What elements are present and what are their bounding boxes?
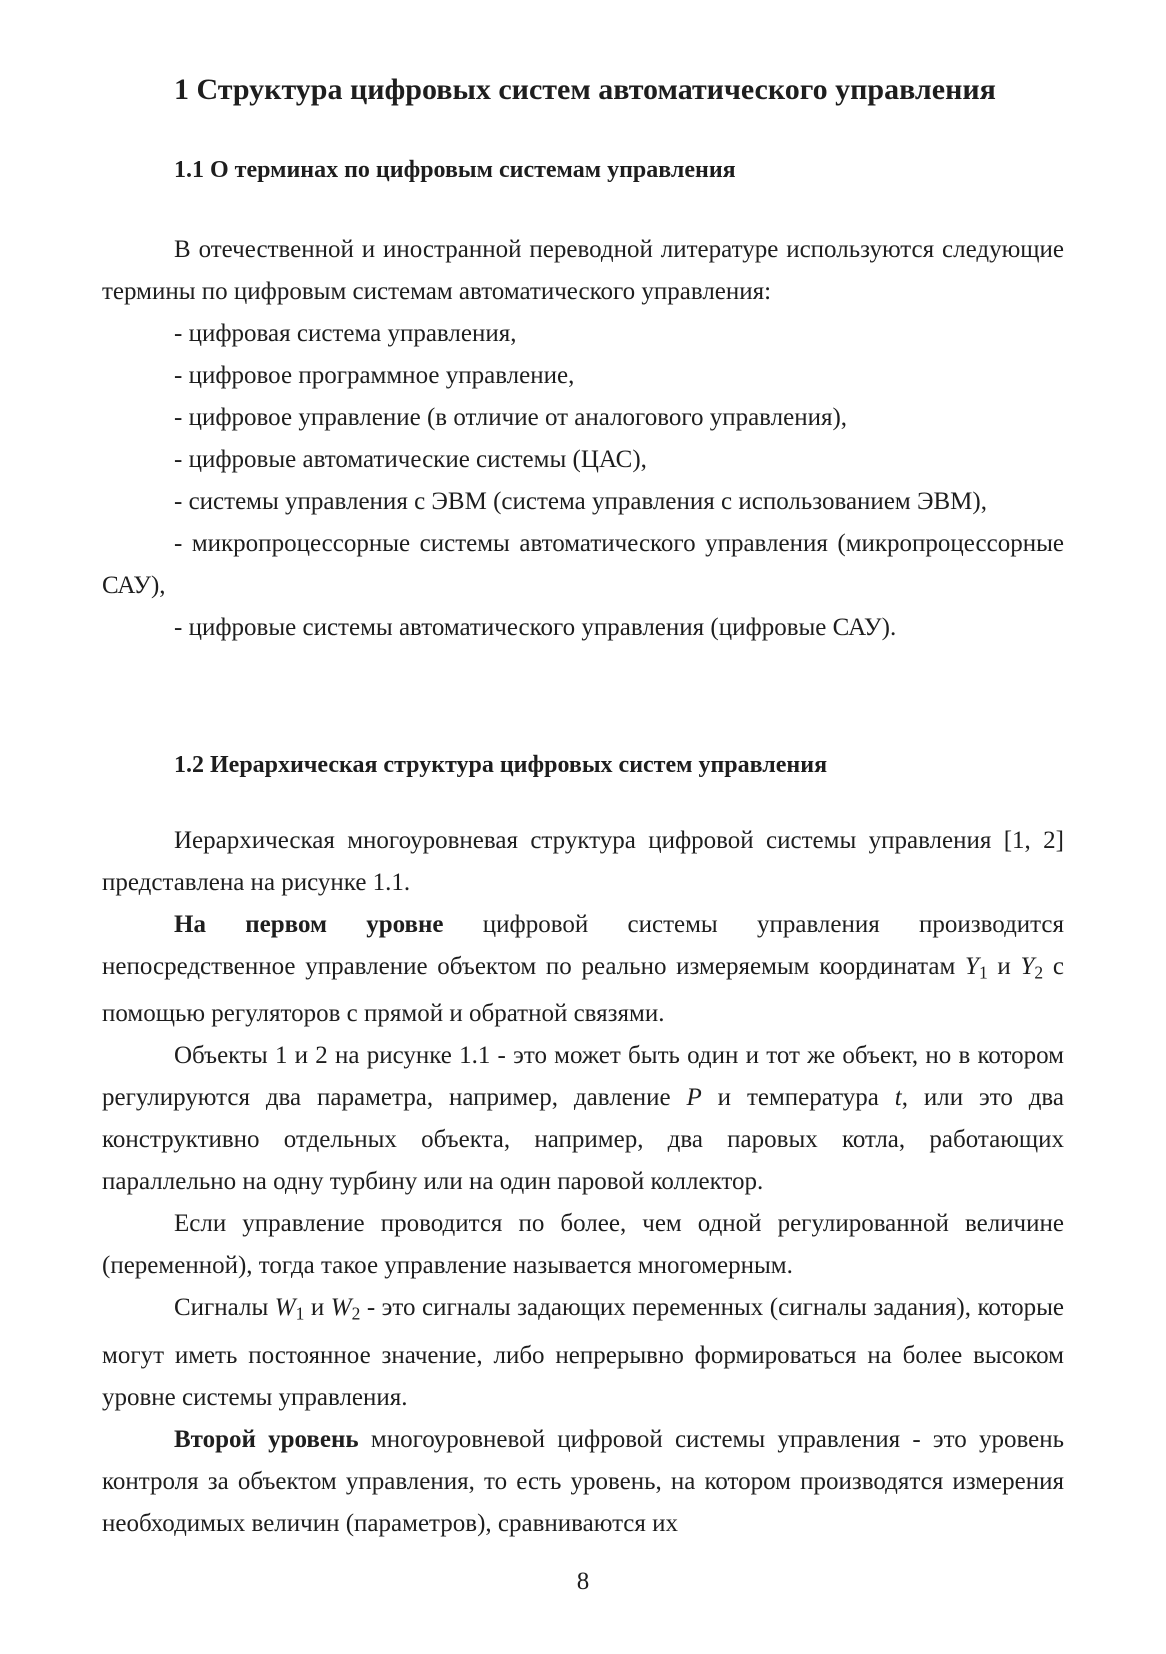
subscript: 1: [295, 1303, 305, 1324]
subscript: 1: [978, 962, 988, 983]
term-list-item: - цифровая система управления,: [174, 320, 517, 347]
variable-y: Y: [965, 953, 979, 980]
term-list-item: - системы управления с ЭВМ (система управления с использованием ЭВМ),: [174, 488, 987, 515]
variable-t: t: [894, 1084, 902, 1112]
paragraph-multidimensional: Если управление проводится по более, чем одной регулированной величине (переменной), тогда такое управление называется многомерным.: [102, 1210, 1064, 1280]
paragraph-hierarchy-intro: Иерархическая многоуровневая структура цифровой системы управления [1, 2] представлена на рисунке 1.1.: [102, 827, 1064, 896]
chapter-title: 1 Структура цифровых систем автоматического управления: [174, 73, 996, 106]
paragraph-objects: Объекты 1 и 2 на рисунке 1.1 - это может быть один и тот же объект, но в котором регулируются два параметра, например, давление P и температура t, или это два конструктивно отдельных объекта, например, два паровых котла, работающих параллельно на одну турбину или на один паровой коллектор.: [102, 1042, 1065, 1196]
section-1-1-body: [102, 229, 1064, 649]
term-list-item: - цифровые системы автоматического управления (цифровые САУ).: [174, 614, 897, 641]
variable-w: W: [330, 1294, 352, 1322]
term-list-item: - цифровые автоматические системы (ЦАС),: [174, 446, 647, 473]
first-level-term: На первом уровне: [174, 911, 444, 938]
term-list-item: - цифровое программное управление,: [174, 362, 575, 389]
subscript: 2: [1034, 962, 1044, 983]
paragraph-second-level: Второй уровень многоуровневой цифровой системы управления - это уровень контроля за объектом управления, то есть уровень, на котором производятся измерения необходимых величин (параметров), сравниваются их: [102, 1425, 1064, 1537]
second-level-term: Второй уровень: [174, 1425, 359, 1453]
paragraph-signals: Сигналы $W_1$ и $W_2$ - это сигналы задающих переменных (сигналы задания), которые могут иметь постоянное значение, либо непрерывно формироваться на более высоком уровне системы управления.: [102, 1294, 1064, 1411]
term-list-item: - микропроцессорные системы автоматического управления (микропроцессорные САУ),: [102, 530, 1064, 599]
variable-p: P: [686, 1084, 702, 1112]
section-1-1-intro: В отечественной и иностранной переводной литературе используются следующие термины по цифровым системам автоматического управления:: [102, 236, 1064, 305]
paragraph-first-level: На первом уровне цифровой системы управления производится непосредственное управление объектом по реально измеряемым координатам $Y_1$ и $Y_2$ с помощью регуляторов с прямой и обратной связями.: [102, 911, 1064, 1028]
section-title-1-2: 1.2 Иерархическая структура цифровых систем управления: [174, 752, 828, 778]
section-1-2-body: [102, 820, 1064, 1545]
variable-w: W: [274, 1294, 296, 1322]
subscript: 2: [351, 1303, 361, 1324]
variable-y: Y: [1020, 953, 1035, 980]
term-list-item: - цифровое управление (в отличие от аналогового управления),: [174, 404, 848, 431]
page-number: 8: [576, 1568, 590, 1595]
section-title-1-1: 1.1 О терминах по цифровым системам управления: [174, 157, 736, 183]
